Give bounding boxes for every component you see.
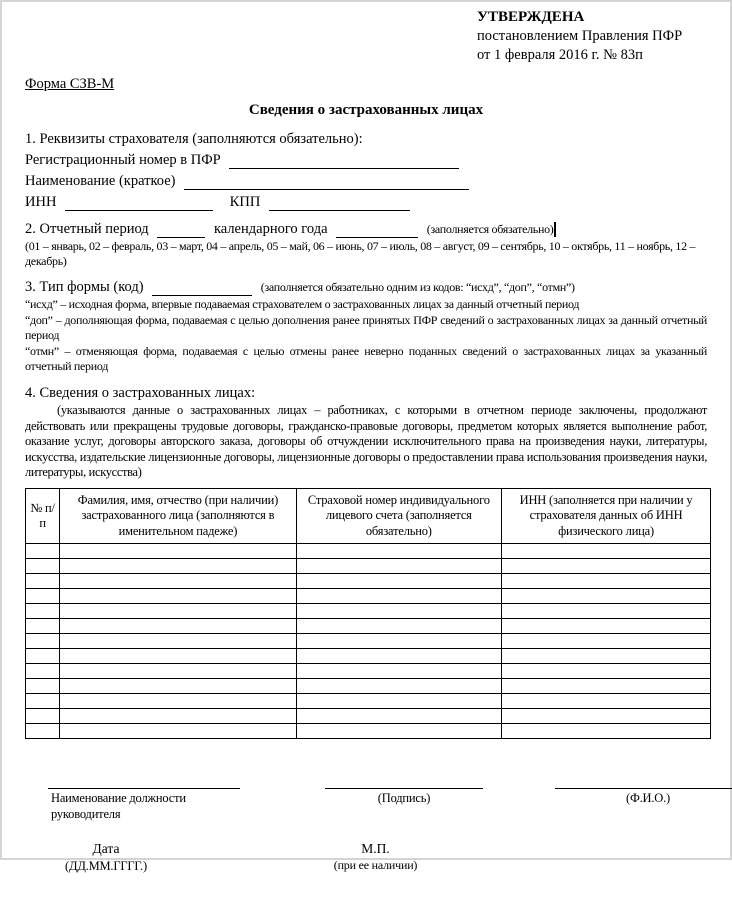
table-cell[interactable] xyxy=(60,694,296,709)
col-header-fio: Фамилия, имя, отчество (при наличии) застрахованного лица (заполняются в именительном падеже) xyxy=(60,489,296,544)
table-cell[interactable] xyxy=(26,649,60,664)
short-name-label: Наименование (краткое) xyxy=(25,173,176,190)
fio-caption: (Ф.И.О.) xyxy=(625,791,671,806)
table-row xyxy=(26,619,711,634)
table-cell[interactable] xyxy=(296,679,502,694)
table-row xyxy=(26,559,711,574)
stamp-label: М.П. xyxy=(361,841,390,857)
table-cell[interactable] xyxy=(502,724,711,739)
approval-resolution: постановлением Правления ПФР xyxy=(477,28,683,45)
table-cell[interactable] xyxy=(26,664,60,679)
table-cell[interactable] xyxy=(60,664,296,679)
col-header-snils: Страховой номер индивидуального лицевого счета (заполняется обязательно) xyxy=(296,489,502,544)
table-cell[interactable] xyxy=(502,559,711,574)
text-cursor xyxy=(554,222,556,237)
table-row xyxy=(26,574,711,589)
table-cell[interactable] xyxy=(502,574,711,589)
signature-caption: (Подпись) xyxy=(377,791,431,806)
section3-codes-note: (заполняется обязательно одним из кодов: “исхд”, “доп”, “отмн”) xyxy=(260,280,575,295)
table-cell[interactable] xyxy=(60,649,296,664)
table-cell[interactable] xyxy=(296,589,502,604)
table-cell[interactable] xyxy=(502,619,711,634)
table-cell[interactable] xyxy=(26,574,60,589)
col-header-inn: ИНН (заполняется при наличии у страхователя данных об ИНН физического лица) xyxy=(502,489,711,544)
code-dop-description: “доп” – дополняющая форма, подаваемая с целью дополнения ранее принятых ПФР сведений о застрахованных лицах за данный отчетный период xyxy=(25,312,707,342)
date-block xyxy=(51,840,161,874)
table-row xyxy=(26,664,711,679)
inn-field[interactable] xyxy=(65,195,213,211)
table-cell[interactable] xyxy=(60,544,296,559)
table-cell[interactable] xyxy=(296,574,502,589)
short-name-row xyxy=(25,173,707,190)
approval-block xyxy=(477,8,732,64)
insured-persons-table xyxy=(25,488,711,739)
table-row xyxy=(26,604,711,619)
table-cell[interactable] xyxy=(502,589,711,604)
table-cell[interactable] xyxy=(26,679,60,694)
table-cell[interactable] xyxy=(296,619,502,634)
section3-heading xyxy=(25,279,707,296)
table-cell[interactable] xyxy=(26,559,60,574)
form-code-label: Форма СЗВ-М xyxy=(25,76,115,93)
calendar-year-label: календарного года xyxy=(213,221,328,238)
stamp-note: (при ее наличии) xyxy=(333,857,418,872)
table-row xyxy=(26,589,711,604)
table-header xyxy=(26,489,711,544)
approval-title: УТВЕРЖДЕНА xyxy=(477,9,585,25)
table-cell[interactable] xyxy=(502,634,711,649)
signature-footer xyxy=(25,788,707,903)
kpp-label: КПП xyxy=(229,194,261,211)
short-name-field[interactable] xyxy=(184,174,469,190)
report-period-field[interactable] xyxy=(157,222,205,238)
form-type-field[interactable] xyxy=(152,280,252,296)
months-note: (01 – январь, 02 – февраль, 03 – март, 04 – апрель, 05 – май, 06 – июнь, 07 – июль, 08 – август, 09 – сентябрь, 10 – октябрь, 11 – ноябрь, 12 – декабрь) xyxy=(25,239,696,269)
table-cell[interactable] xyxy=(296,604,502,619)
reg-number-field[interactable] xyxy=(229,153,459,169)
table-cell[interactable] xyxy=(60,679,296,694)
table-cell[interactable] xyxy=(296,634,502,649)
position-caption-line2: руководителя xyxy=(51,806,121,821)
table-cell[interactable] xyxy=(26,604,60,619)
table-cell[interactable] xyxy=(26,589,60,604)
table-cell[interactable] xyxy=(60,634,296,649)
table-cell[interactable] xyxy=(60,574,296,589)
form-type-label: 3. Тип формы (код) xyxy=(25,279,144,296)
page-content xyxy=(2,2,730,903)
table-row xyxy=(26,709,711,724)
table-cell[interactable] xyxy=(296,694,502,709)
table-cell[interactable] xyxy=(502,709,711,724)
report-period-label: 2. Отчетный период xyxy=(25,221,149,238)
section1-heading: 1. Реквизиты страхователя (заполняются обязательно): xyxy=(25,131,363,148)
table-cell[interactable] xyxy=(502,664,711,679)
table-row xyxy=(26,679,711,694)
section2-heading xyxy=(25,221,707,238)
section2-required-note: (заполняется обязательно) xyxy=(426,222,554,237)
table-row xyxy=(26,649,711,664)
page-title: Сведения о застрахованных лицах xyxy=(248,102,484,119)
col-header-number: № п/п xyxy=(26,489,60,544)
table-cell[interactable] xyxy=(26,619,60,634)
table-cell[interactable] xyxy=(296,709,502,724)
inn-label: ИНН xyxy=(25,194,57,211)
table-cell[interactable] xyxy=(26,544,60,559)
table-cell[interactable] xyxy=(26,724,60,739)
table-cell[interactable] xyxy=(26,634,60,649)
table-cell[interactable] xyxy=(502,649,711,664)
table-cell[interactable] xyxy=(296,724,502,739)
table-cell[interactable] xyxy=(60,604,296,619)
table-row xyxy=(26,694,711,709)
table-row xyxy=(26,544,711,559)
position-caption-line1: Наименование должности xyxy=(51,791,186,806)
table-header-row xyxy=(26,489,711,544)
position-caption xyxy=(51,791,251,822)
table-cell[interactable] xyxy=(60,724,296,739)
signature-line[interactable] xyxy=(325,788,483,789)
table-cell[interactable] xyxy=(296,544,502,559)
approval-date-number: от 1 февраля 2016 г. № 83п xyxy=(477,46,643,63)
table-cell[interactable] xyxy=(296,664,502,679)
table-cell[interactable] xyxy=(502,544,711,559)
table-row xyxy=(26,634,711,649)
table-cell[interactable] xyxy=(60,619,296,634)
date-label: Дата xyxy=(92,841,120,857)
table-cell[interactable] xyxy=(502,679,711,694)
table-cell[interactable] xyxy=(60,559,296,574)
section4-heading: 4. Сведения о застрахованных лицах: xyxy=(25,385,256,402)
inn-kpp-row xyxy=(25,194,707,211)
table-row xyxy=(26,724,711,739)
reg-number-label: Регистрационный номер в ПФР xyxy=(25,152,221,169)
kpp-field[interactable] xyxy=(269,195,410,211)
table-cell[interactable] xyxy=(26,709,60,724)
reg-number-row xyxy=(25,152,707,169)
section4-note: (указываются данные о застрахованных лицах – работниках, с которыми в отчетном периоде заключены, продолжают действовать или прекращены трудовые договоры, гражданско-правовые договоры, предметом которых является выполнение работ, оказание услуг, договоры авторского заказа, договоры об отчуждении исключительного права на произведения науки, литературы, искусства, издательские лицензионные договоры, лицензионные договоры о предоставлении права использования произведения науки, литературы, искусства) xyxy=(25,403,707,479)
code-otmn-description: “отмн” – отменяющая форма, подаваемая с целью отмены ранее неверно поданных сведений о застрахованных лицах за указанный отчетный период xyxy=(25,343,707,373)
table-cell[interactable] xyxy=(26,694,60,709)
table-cell[interactable] xyxy=(60,709,296,724)
fio-line[interactable] xyxy=(555,788,732,789)
insured-table-body xyxy=(26,544,711,739)
date-format-label: (ДД.ММ.ГГГГ.) xyxy=(65,858,147,873)
stamp-block xyxy=(318,840,433,873)
code-iskhd-description: “исхд” – исходная форма, впервые подаваемая страхователем о застрахованных лицах за данный отчетный период xyxy=(25,297,580,312)
table-cell[interactable] xyxy=(60,589,296,604)
table-cell[interactable] xyxy=(502,694,711,709)
table-cell[interactable] xyxy=(502,604,711,619)
calendar-year-field[interactable] xyxy=(336,222,418,238)
table-cell[interactable] xyxy=(296,559,502,574)
position-signature-line[interactable] xyxy=(48,788,240,789)
table-cell[interactable] xyxy=(296,649,502,664)
